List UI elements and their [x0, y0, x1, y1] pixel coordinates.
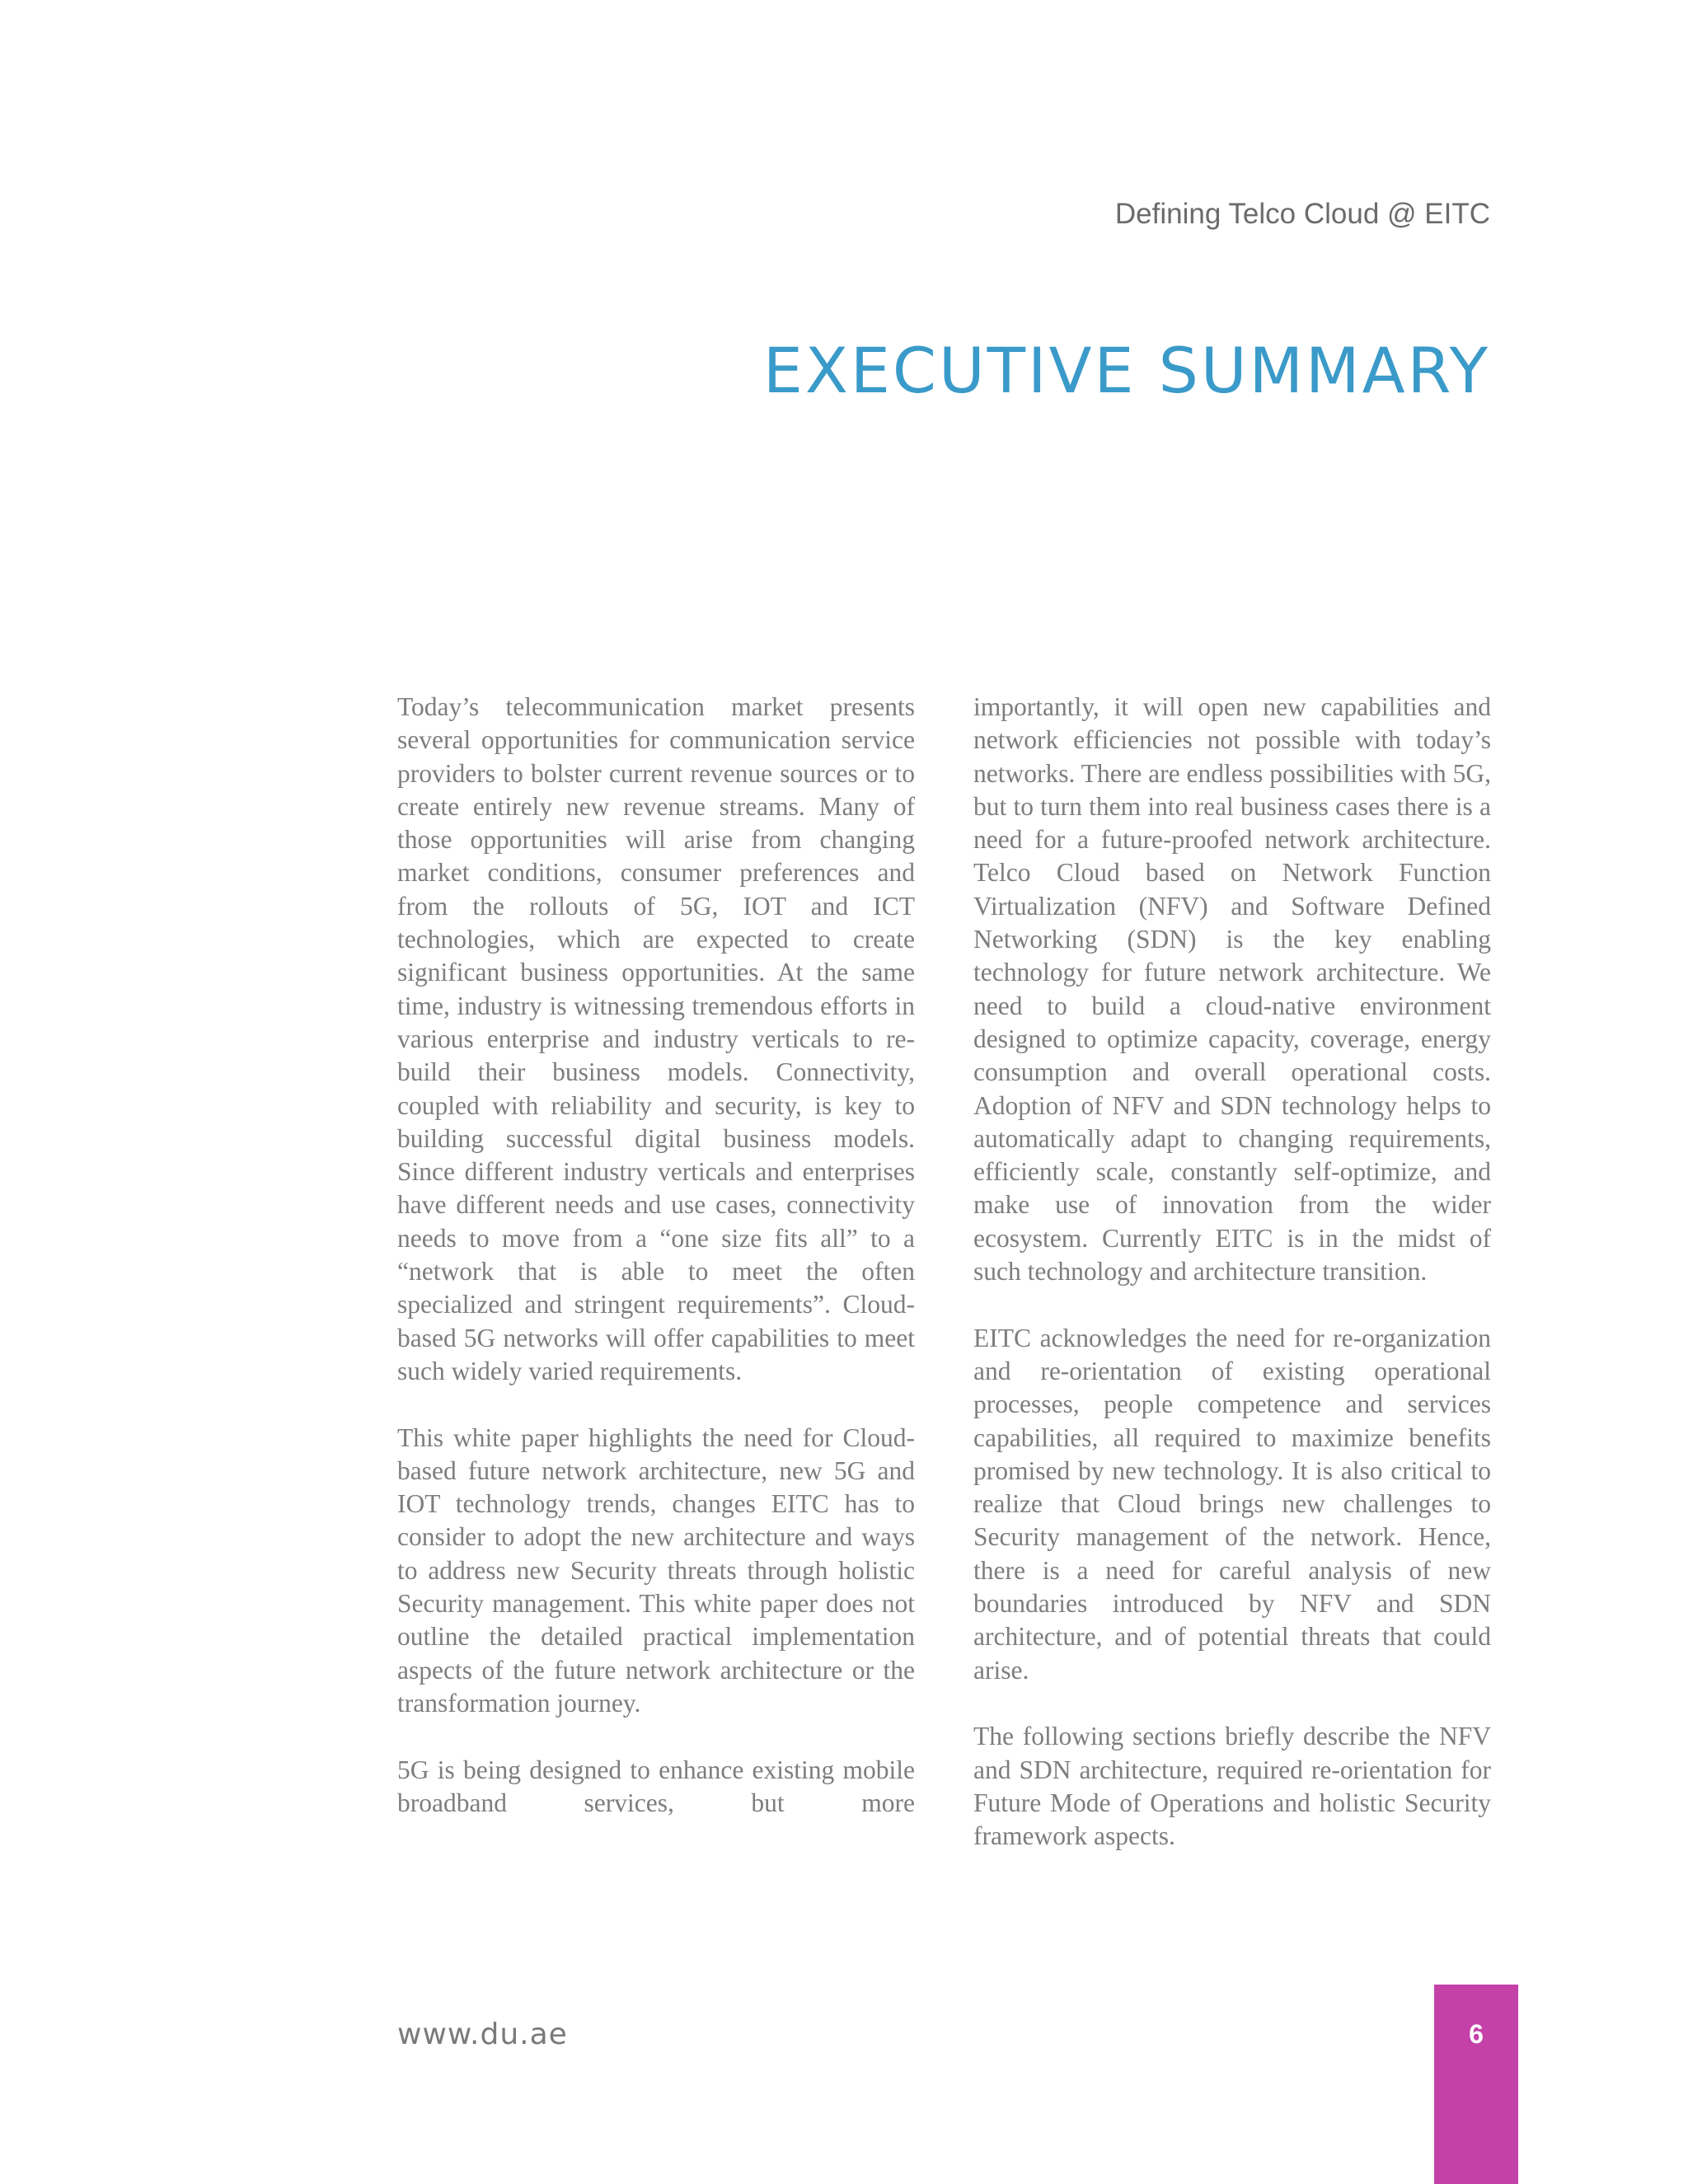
paragraph: This white paper highlights the need for Cloud-based future network architecture, new 5G and IOT technology trends, changes EITC has to consider to adopt the new architecture and ways to address new Security threats through holistic Security management. This white paper does not outline the detailed practical implementation aspects of the future network architecture or the transformation journey.	[397, 1422, 915, 1718]
page-number-tab	[1434, 1985, 1518, 2184]
left-column	[397, 691, 915, 1820]
page-number: 6	[1469, 2019, 1484, 2049]
footer-url: www.du.ae	[397, 2018, 568, 2051]
paragraph: The following sections briefly describe the NFV and SDN architecture, required re-orientation for Future Mode of Operations and holistic Security framework aspects.	[973, 1722, 1491, 1851]
running-header: Defining Telco Cloud @ EITC	[1114, 198, 1490, 230]
right-column	[973, 691, 1491, 1853]
page-title: EXECUTIVE SUMMARY	[762, 334, 1490, 407]
paragraph: Today’s telecommunication market presents several opportunities for communication service providers to bolster current revenue sources or to create entirely new revenue streams. Many of those opportunities will arise from changing market conditions, consumer preferences and from the rollouts of 5G, IOT and ICT technologies, which are expected to create significant business opportunities. At the same time, industry is witnessing tremendous efforts in various enterprise and industry verticals to re-build their business models. Connectivity, coupled with reliability and security, is key to building successful digital business models. Since different industry verticals and enterprises have different needs and use cases, connectivity needs to move from a “one size fits all” to a “network that is able to meet the often specialized and stringent requirements”. Cloud-based 5G networks will offer capabilities to meet such widely varied requirements.	[397, 692, 915, 1385]
paragraph: 5G is being designed to enhance existing mobile broadband services, but more	[397, 1755, 915, 1817]
paragraph: EITC acknowledges the need for re-organization and re-orientation of existing operational processes, people competence and services capabilities, all required to maximize benefits promised by new technology. It is also critical to realize that Cloud brings new challenges to Security management of the network. Hence, there is a need for careful analysis of new boundaries introduced by NFV and SDN architecture, and of potential threats that could arise.	[973, 1323, 1491, 1685]
paragraph: importantly, it will open new capabilities and network efficiencies not possible with today’s networks. There are endless possibilities with 5G, but to turn them into real business cases there is a need for a future-proofed network architecture. Telco Cloud based on Network Function Virtualization (NFV) and Software Defined Networking (SDN) is the key enabling technology for future network architecture. We need to build a cloud-native environment designed to optimize capacity, coverage, energy consumption and overall operational costs. Adoption of NFV and SDN technology helps to automatically adapt to changing requirements, efficiently scale, constantly self-optimize, and make use of innovation from the wider ecosystem. Currently EITC is in the midst of such technology and architecture transition.	[973, 692, 1491, 1286]
